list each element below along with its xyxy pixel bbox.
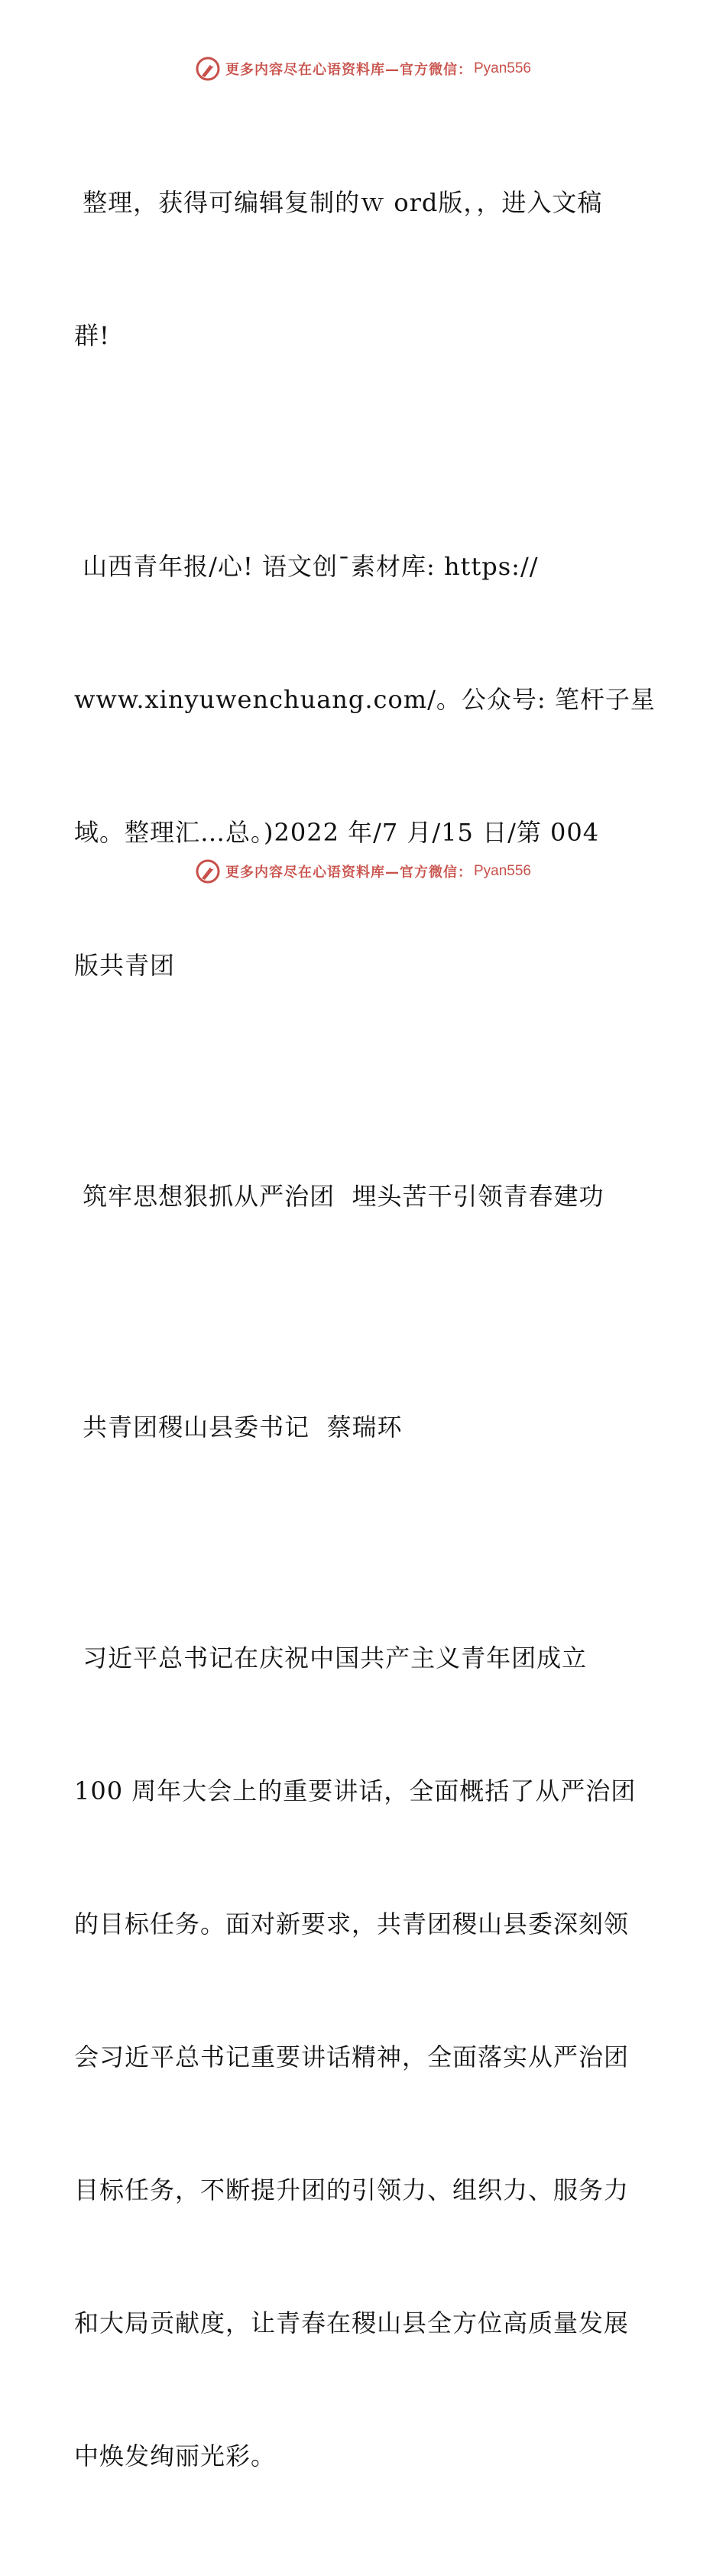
pen-logo-icon bbox=[195, 56, 221, 82]
text-line: 目标任务，不断提升团的引领力、组织力、服务力 bbox=[74, 2175, 630, 2205]
header-banner bbox=[0, 54, 726, 84]
text-line: 习近平总书记在庆祝中国共产主义青年团成立 bbox=[74, 1643, 588, 1672]
text-line: www.xinyuwenchuang.com/。公众号: 笔杆子星 bbox=[74, 685, 656, 714]
footer-banner-id: Pyan556 bbox=[473, 863, 531, 879]
text-line: 会习近平总书记重要讲话精神，全面落实从严治团 bbox=[74, 2042, 630, 2072]
pen-logo-icon bbox=[195, 858, 221, 884]
document-body bbox=[74, 92, 655, 2576]
text-line: 域。整理汇…总。)2022 年/7 月/15 日/第 004 bbox=[74, 818, 600, 847]
text-line: 整理，获得可编辑复制的ｗ ord版，，进入文稿 bbox=[74, 188, 603, 217]
text-line: 版共青团 bbox=[74, 951, 176, 980]
text-line: 中焕发绚丽光彩。 bbox=[74, 2441, 277, 2471]
text-line: 的目标任务。面对新要求，共青团稷山县委深刻领 bbox=[74, 1909, 630, 1938]
title-line: 筑牢思想狠抓从严治团 埋头苦干引领青春建功 bbox=[74, 1182, 604, 1211]
source-paragraph bbox=[74, 456, 655, 1076]
article-author bbox=[74, 1316, 655, 1538]
article-paragraph bbox=[74, 1547, 655, 2567]
intro-paragraph bbox=[74, 92, 655, 446]
article-title bbox=[74, 1085, 655, 1307]
text-line: 和大局贡献度，让青春在稷山县全方位高质量发展 bbox=[74, 2308, 630, 2338]
author-line: 共青团稷山县委书记 蔡瑞环 bbox=[74, 1413, 403, 1442]
header-banner-id: Pyan556 bbox=[473, 60, 531, 76]
footer-banner-text: 更多内容尽在心语资料库—官方微信： bbox=[225, 865, 472, 881]
text-line: 山西青年报/心! 语文创¯素材库: https:// bbox=[74, 552, 539, 581]
text-line: 群! bbox=[74, 321, 110, 350]
text-line: 100 周年大会上的重要讲话，全面概括了从严治团 bbox=[74, 1776, 637, 1805]
footer-banner bbox=[0, 856, 726, 887]
header-banner-text: 更多内容尽在心语资料库—官方微信： bbox=[225, 62, 472, 78]
